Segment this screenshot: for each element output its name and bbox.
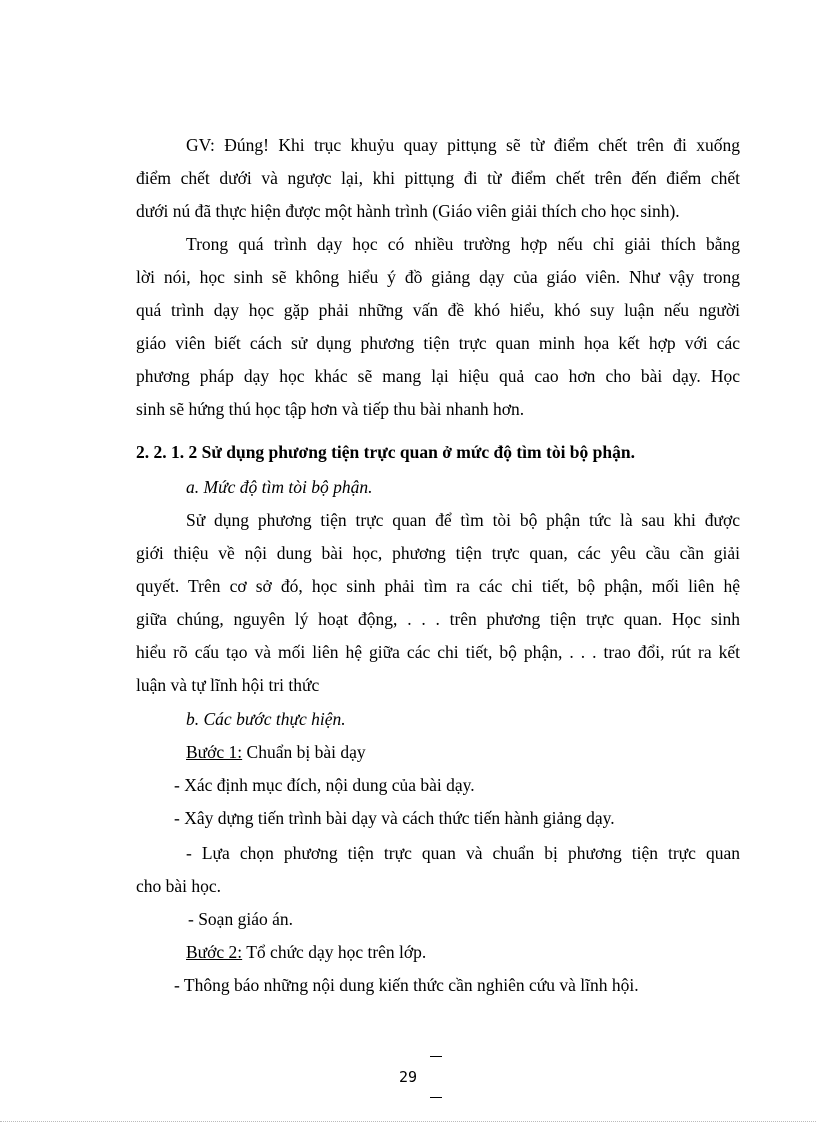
paragraph-line: giới thiệu về nội dung bài học, phương tiện trực quan, các yêu cầu cần giải [136,543,740,563]
step-1-text: Chuẩn bị bài dạy [242,742,366,762]
subheading-b: b. Các bước thực hiện. [186,709,346,729]
subheading-a: a. Mức độ tìm tòi bộ phận. [186,477,373,497]
paragraph-line: sinh sẽ hứng thú học tập hơn và tiếp thu bài nhanh hơn. [136,399,525,419]
page-number-dash-top [430,1056,442,1057]
paragraph-line: điểm chết dưới và ngược lại, khi pittụng đi từ điểm chết trên đến điểm chết [136,168,740,188]
paragraph-line: Trong quá trình dạy học có nhiều trường hợp nếu chỉ giải thích bằng [186,234,740,254]
page-bottom-rule [0,1121,816,1122]
paragraph-line: quá trình dạy học gặp phải những vấn đề khó hiểu, khó suy luận nếu người [136,300,740,320]
paragraph-line: luận và tự lĩnh hội tri thức [136,675,320,695]
list-item: - Soạn giáo án. [188,909,293,929]
section-heading: 2. 2. 1. 2 Sử dụng phương tiện trực quan ở mức độ tìm tòi bộ phận. [136,442,635,462]
step-1-label: Bước 1: [186,742,243,762]
step-2-text: Tổ chức dạy học trên lớp. [242,942,427,962]
page-number: 29 [398,1068,418,1086]
paragraph-line: hiểu rõ cấu tạo và mối liên hệ giữa các chi tiết, bộ phận, . . . trao đổi, rút ra kết [136,642,740,662]
paragraph-line: GV: Đúng! Khi trục khuỷu quay pittụng sẽ từ điểm chết trên đi xuống [186,135,740,155]
paragraph-line: phương pháp dạy học khác sẽ mang lại hiệu quả cao hơn cho bài dạy. Học [136,366,740,386]
paragraph-line: quyết. Trên cơ sở đó, học sinh phải tìm ra các chi tiết, bộ phận, mối liên hệ [136,576,740,596]
list-item: - Xây dựng tiến trình bài dạy và cách thức tiến hành giảng dạy. [174,808,615,828]
step-2-label: Bước 2: [186,942,243,962]
step-1-heading [186,742,790,762]
step-2-heading [186,942,790,962]
list-item: - Thông báo những nội dung kiến thức cần nghiên cứu và lĩnh hội. [174,975,639,995]
paragraph-line: lời nói, học sinh sẽ không hiểu ý đồ giảng dạy của giáo viên. Như vậy trong [136,267,740,287]
list-item: - Lựa chọn phương tiện trực quan và chuẩn bị phương tiện trực quan [186,843,740,863]
list-item-continuation: cho bài học. [136,876,222,896]
list-item: - Xác định mục đích, nội dung của bài dạy. [174,775,475,795]
paragraph-line: dưới nú đã thực hiện được một hành trình (Giáo viên giải thích cho học sinh). [136,201,680,221]
paragraph-line: Sử dụng phương tiện trực quan để tìm tòi bộ phận tức là sau khi được [186,510,740,530]
paragraph-line: giáo viên biết cách sử dụng phương tiện trực quan minh họa kết hợp với các [136,333,740,353]
paragraph-line: giữa chúng, nguyên lý hoạt động, . . . trên phương tiện trực quan. Học sinh [136,609,740,629]
page-number-dash-bottom [430,1097,442,1098]
